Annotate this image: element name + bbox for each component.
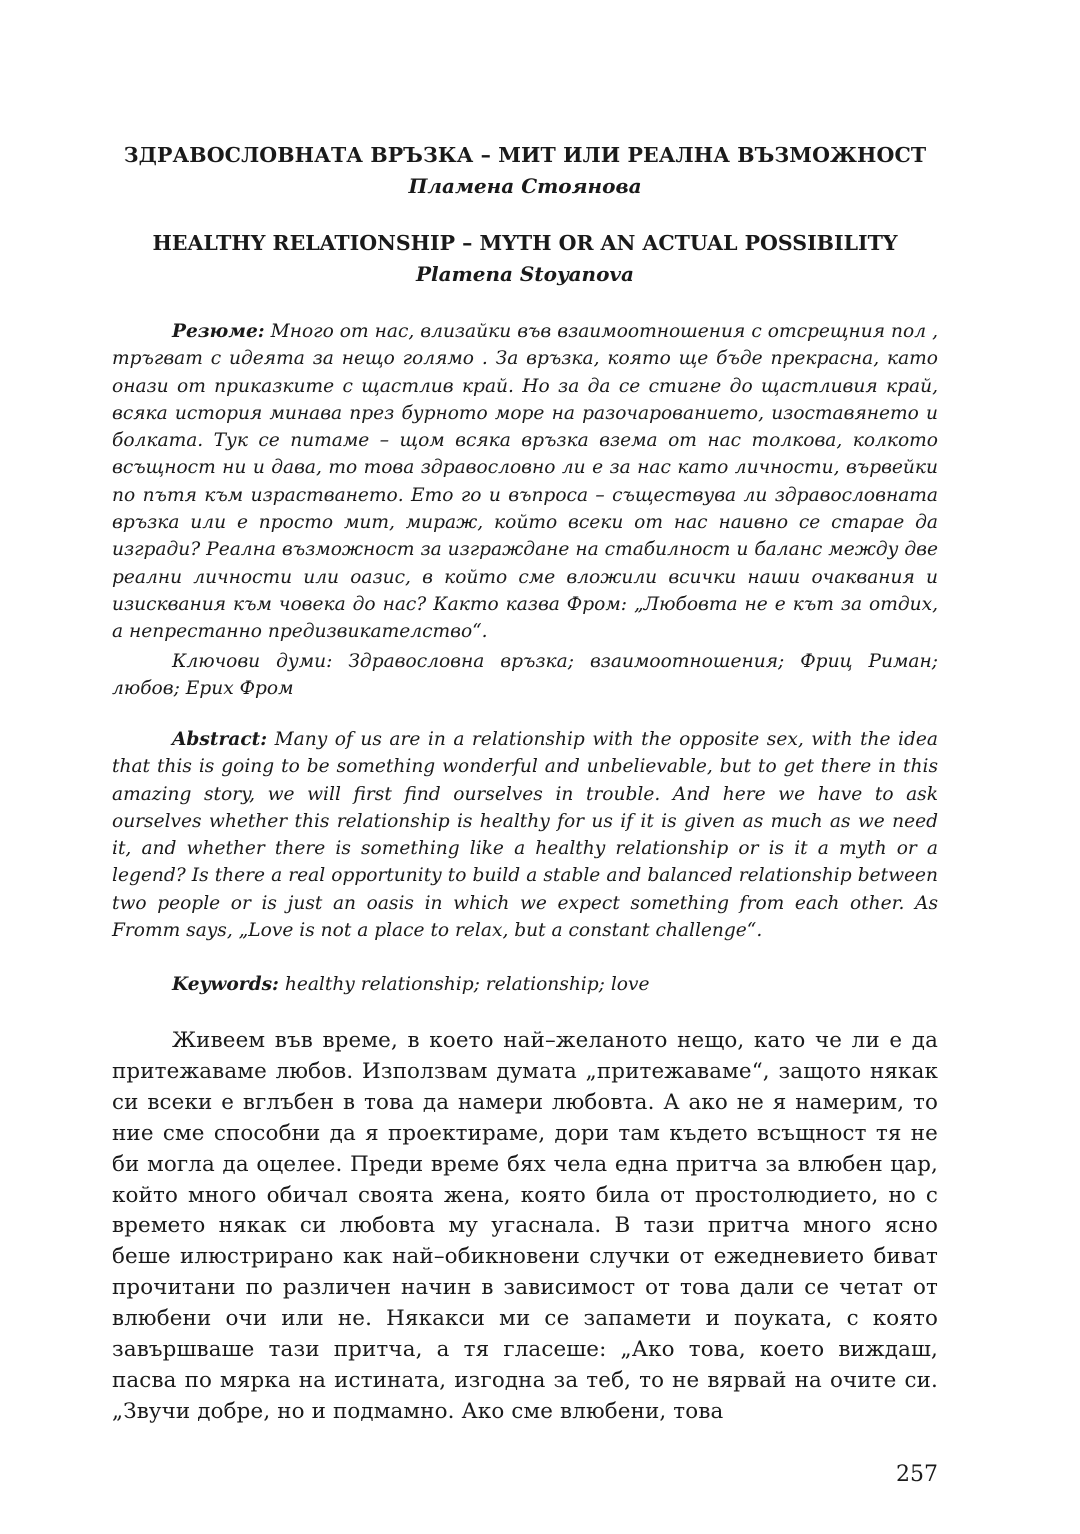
page — [112, 0, 938, 1534]
body-paragraph: Живеем във време, в което най–желаното нещо, като че ли е да притежаваме любов. Използвам думата „притежаваме“, защото някак си всеки е вглъбен в това да намери любовта. А ако не я намерим, то ние сме способни да я проектираме, дори там където всъщност тя не би могла да оцелее. Преди време бях чела една притча за влюбен цар, който много обичал своята жена, която била от простолюдието, но с времето някак си любовта му угаснала. В тази притча много ясно беше илюстрирано как най–обикновени случки от ежедневието биват прочитани по различен начин в зависимост от това дали се четат от влюбени очи или не. Някакси ми се запамети и поуката, с която завършваше тази притча, а тя гласеше: „Ако това, което виждаш, пасва по мярка на истината, изгодна за теб, то не вярвай на очите си. „Звучи добре, но и подмамно. Ако сме влюбени, това — [112, 1028, 938, 1424]
author-bulgarian: Пламена Стоянова — [408, 174, 642, 198]
resume-paragraph — [112, 318, 938, 646]
abstract-label: Abstract: — [172, 729, 268, 750]
abstract-text: Many of us are in a relationship with the opposite sex, with the idea that this is going to be something wonderful and unbelievable, but to get there in this amazing story, we will first find ourselves in trouble. And here we have to ask ourselves whether this relationship is healthy for us if it is given as much as we need it, and whether there is something like a healthy relationship or is it a myth or a legend? Is there a real opportunity to build a stable and balanced relationship between two people or is just an oasis in which we expect something from each other. As Fromm says, „Love is not a place to relax, but a constant challenge“. — [112, 729, 938, 942]
keywords-english-label: Keywords: — [172, 974, 279, 995]
author-english: Plamena Stoyanova — [415, 262, 634, 286]
resume-label: Резюме: — [172, 321, 265, 342]
keywords-bulgarian-text: Ключови думи: Здравословна връзка; взаимоотношения; Фриц Риман; любов; Ерих Фром — [112, 651, 938, 700]
abstract-paragraph — [112, 726, 938, 944]
resume-text: Много от нас, влизайки във взаимоотношения с отсрещния пол , тръгват с идеята за нещо голямо . За връзка, която ще бъде прекрасна, като онази от приказките с щастлив край. Но за да се стигне до щастливия край, всяка история минава през бурното море на разочарованието, изоставянето и болката. Тук се питаме – щом всяка връзка взема от нас толкова, колкото всъщност ни и дава, то това здравословно ли е за нас като личности, вървейки по пътя към израстването. Ето го и въпроса – съществува ли здравословната връзка или е просто мит, мираж, който всеки от нас наивно се старае да изгради? Реална възможност за изграждане на стабилност и баланс между две реални личности или оазис, в който сме вложили всички наши очаквания и изисквания към човека до нас? Както казва Фром: „Любовта не е кът за отдих, а непрестанно предизвикателство“. — [112, 321, 938, 643]
page-number: 257 — [896, 1462, 938, 1487]
title-english: HEALTHY RELATIONSHIP – MYTH OR AN ACTUAL POSSIBILITY — [152, 231, 898, 255]
keywords-bulgarian — [112, 648, 938, 703]
keywords-english — [112, 971, 938, 998]
keywords-english-text: healthy relationship; relationship; love — [278, 974, 650, 995]
title-bulgarian: ЗДРАВОСЛОВНАТА ВРЪЗКА – МИТ ИЛИ РЕАЛНА ВЪЗМОЖНОСТ — [123, 143, 927, 167]
